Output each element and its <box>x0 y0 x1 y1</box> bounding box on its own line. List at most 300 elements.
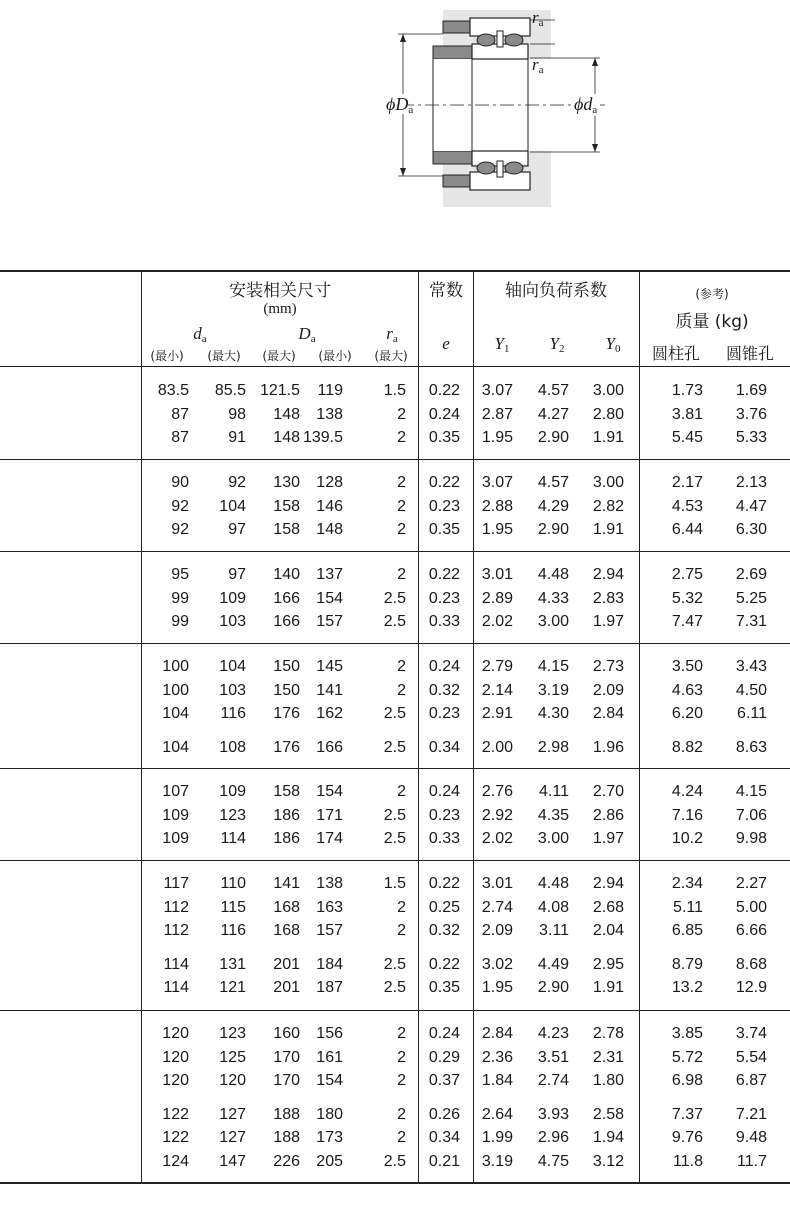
header-ra-sub: a <box>392 333 398 345</box>
header-mounting-unit: (mm) <box>263 301 297 317</box>
cell-Y0: 3.00 <box>592 382 624 399</box>
cell-Da-min: 137 <box>316 566 343 583</box>
cell-ra-max: 2 <box>397 681 406 699</box>
table-top-rule <box>0 270 790 272</box>
cell-e: 0.24 <box>428 1025 460 1042</box>
cell-Y2: 4.33 <box>537 589 569 607</box>
cell-mass-cyl: 6.20 <box>671 705 703 722</box>
cell-ra-max: 2.5 <box>383 705 406 722</box>
cell-mass-taper: 3.43 <box>735 658 767 675</box>
cell-ra-max: 2 <box>397 1025 406 1042</box>
cell-da-min: 124 <box>162 1152 189 1170</box>
cell-mass-cyl: 10.2 <box>671 830 703 847</box>
cell-Da-max: 141 <box>273 875 300 892</box>
cell-Y2: 2.96 <box>537 1129 569 1146</box>
cell-Da-min: 171 <box>316 806 343 824</box>
cell-ra-max: 2.5 <box>383 613 406 630</box>
cell-e: 0.24 <box>428 783 460 800</box>
cell-da-max: 98 <box>228 405 246 423</box>
header-Da-sub: a <box>310 333 316 345</box>
da-label <box>574 94 597 116</box>
cell-Da-min: 139.5 <box>302 429 343 446</box>
cell-da-max: 123 <box>219 1025 246 1042</box>
header-Y0-symbol: Y <box>605 334 615 353</box>
cell-da-max: 115 <box>220 898 246 916</box>
cell-ra-max: 2.5 <box>383 830 406 847</box>
cell-Y1: 2.89 <box>481 589 513 607</box>
cell-e: 0.32 <box>428 681 460 699</box>
cell-mass-cyl: 2.17 <box>671 474 703 491</box>
header-Y1 <box>495 335 510 358</box>
cell-mass-taper: 2.69 <box>735 566 767 583</box>
cell-e: 0.29 <box>428 1048 460 1066</box>
cell-Y1: 2.91 <box>481 705 513 722</box>
cell-Da-min: 180 <box>316 1105 343 1123</box>
cell-mass-cyl: 2.75 <box>671 566 703 583</box>
cell-ra-max: 2 <box>397 783 406 800</box>
header-cylindrical-bore: 圆柱孔 <box>651 344 701 363</box>
header-da-symbol: d <box>193 324 202 343</box>
cell-mass-taper: 3.76 <box>735 405 767 423</box>
cell-mass-cyl: 4.53 <box>671 497 703 515</box>
cell-Y1: 2.84 <box>481 1025 513 1042</box>
cell-Y2: 4.08 <box>537 898 569 916</box>
cell-mass-cyl: 6.98 <box>671 1072 703 1089</box>
header-tapered-bore: 圆锥孔 <box>725 344 775 363</box>
ra-top-label <box>532 8 544 29</box>
cell-mass-taper: 5.33 <box>735 429 767 446</box>
cell-Y1: 2.79 <box>481 658 513 675</box>
cell-e: 0.23 <box>428 806 460 824</box>
cell-e: 0.35 <box>428 429 460 446</box>
cell-da-max: 91 <box>228 429 246 446</box>
cell-Da-min: 148 <box>316 521 343 538</box>
cell-Y2: 2.98 <box>537 738 569 756</box>
cell-da-max: 131 <box>219 955 246 973</box>
cell-da-max: 121 <box>219 979 246 996</box>
ra-top-sub: a <box>538 17 544 29</box>
group-rule-4 <box>0 768 790 769</box>
cell-da-min: 122 <box>162 1129 189 1146</box>
cell-Y0: 1.96 <box>592 738 624 756</box>
da-symbol: d <box>583 94 593 114</box>
cell-Y0: 2.68 <box>592 898 624 916</box>
cell-mass-cyl: 1.73 <box>671 382 703 399</box>
cell-Y0: 2.84 <box>592 705 624 722</box>
cell-Da-min: 119 <box>317 382 343 399</box>
cell-Y2: 3.93 <box>537 1105 569 1123</box>
header-Y0-sub: 0 <box>614 343 621 355</box>
cell-Da-max: 168 <box>273 922 300 939</box>
cell-da-max: 103 <box>219 613 246 630</box>
cell-e: 0.22 <box>428 474 460 491</box>
cell-e: 0.33 <box>428 830 460 847</box>
da-sub: a <box>592 104 598 116</box>
cell-Y1: 2.09 <box>481 922 513 939</box>
cell-Da-max: 166 <box>273 589 300 607</box>
cell-ra-max: 1.5 <box>383 382 406 399</box>
header-Da-max: (最大) <box>262 349 296 363</box>
cell-Y1: 3.07 <box>481 382 513 399</box>
cell-mass-cyl: 5.11 <box>673 898 703 916</box>
cell-da-max: 114 <box>220 830 246 847</box>
cell-mass-cyl: 6.85 <box>671 922 703 939</box>
header-Da-symbol: D <box>298 324 311 343</box>
cell-Y2: 3.51 <box>537 1048 569 1066</box>
cell-Da-min: 138 <box>316 405 343 423</box>
cell-Y0: 3.00 <box>592 474 624 491</box>
cell-Da-min: 173 <box>316 1129 343 1146</box>
cell-ra-max: 2.5 <box>383 1152 406 1170</box>
cell-Y1: 2.14 <box>481 681 513 699</box>
cell-ra-max: 2 <box>397 405 406 423</box>
cell-da-min: 83.5 <box>157 382 189 399</box>
cell-mass-taper: 3.74 <box>735 1025 767 1042</box>
cell-Y2: 4.29 <box>537 497 569 515</box>
header-da <box>193 325 206 348</box>
cell-mass-taper: 5.54 <box>735 1048 767 1066</box>
cell-Da-max: 186 <box>273 830 300 847</box>
cell-Da-max: 148 <box>273 429 300 446</box>
cell-da-min: 87 <box>171 405 189 423</box>
cell-mass-taper: 9.98 <box>735 830 767 847</box>
cell-Y2: 4.27 <box>537 405 569 423</box>
cell-da-min: 99 <box>171 613 189 630</box>
header-axial-factors: 轴向负荷系数 <box>505 281 607 301</box>
cell-Y2: 4.49 <box>537 955 569 973</box>
cell-ra-max: 2 <box>397 497 406 515</box>
cell-da-max: 97 <box>228 521 246 538</box>
cell-mass-cyl: 5.45 <box>671 429 703 446</box>
cell-da-max: 104 <box>219 497 246 515</box>
cell-Da-min: 187 <box>316 979 343 996</box>
cell-mass-taper: 7.21 <box>735 1105 767 1123</box>
cell-mass-taper: 12.9 <box>735 979 767 996</box>
cell-ra-max: 2 <box>397 1048 406 1066</box>
cell-Da-max: 140 <box>273 566 300 583</box>
header-e: e <box>442 334 450 353</box>
header-Y2-symbol: Y <box>549 334 559 353</box>
cell-Y1: 1.84 <box>481 1072 513 1089</box>
cell-da-max: 104 <box>219 658 246 675</box>
cell-Y1: 2.88 <box>481 497 513 515</box>
cell-mass-taper: 5.00 <box>735 898 767 916</box>
cell-mass-cyl: 7.47 <box>671 613 703 630</box>
cell-Da-max: 130 <box>273 474 300 491</box>
header-ra <box>386 325 398 348</box>
cell-e: 0.26 <box>428 1105 460 1123</box>
cell-Y1: 1.95 <box>481 521 513 538</box>
cell-Y0: 2.78 <box>592 1025 624 1042</box>
cell-e: 0.32 <box>428 922 460 939</box>
cell-ra-max: 2 <box>397 1072 406 1089</box>
cell-mass-cyl: 7.16 <box>671 806 703 824</box>
cell-Y1: 2.74 <box>481 898 513 916</box>
cell-Y0: 1.91 <box>592 979 624 996</box>
cell-Y2: 4.48 <box>537 566 569 583</box>
cell-mass-cyl: 2.34 <box>671 875 703 892</box>
cell-ra-max: 2 <box>397 1129 406 1146</box>
cell-Da-min: 146 <box>316 497 343 515</box>
header-da-sub: a <box>201 333 207 345</box>
cell-Da-min: 138 <box>316 875 343 892</box>
cell-da-max: 127 <box>219 1105 246 1123</box>
cell-mass-cyl: 8.79 <box>671 955 703 973</box>
cell-Y0: 1.97 <box>592 830 624 847</box>
cell-Y0: 2.83 <box>592 589 624 607</box>
cell-Y2: 3.19 <box>537 681 569 699</box>
cell-Y2: 4.11 <box>539 783 569 800</box>
cell-e: 0.35 <box>428 521 460 538</box>
cell-Da-max: 160 <box>273 1025 300 1042</box>
group-rule-1 <box>0 459 790 460</box>
cell-e: 0.34 <box>428 738 460 756</box>
cell-Da-max: 158 <box>273 497 300 515</box>
cell-e: 0.35 <box>428 979 460 996</box>
header-Y0 <box>606 335 621 358</box>
cell-Da-max: 201 <box>273 979 300 996</box>
cell-mass-taper: 7.31 <box>735 613 767 630</box>
cell-Y0: 2.09 <box>592 681 624 699</box>
cell-da-max: 120 <box>219 1072 246 1089</box>
cell-Da-max: 158 <box>273 783 300 800</box>
cell-da-max: 125 <box>219 1048 246 1066</box>
cell-mass-cyl: 5.32 <box>671 589 703 607</box>
cell-Y2: 4.48 <box>537 875 569 892</box>
ra-mid-sub: a <box>538 64 544 76</box>
cell-Da-min: 154 <box>316 783 343 800</box>
header-ra-symbol: r <box>386 324 393 343</box>
cell-mass-taper: 1.69 <box>735 382 767 399</box>
cell-da-min: 114 <box>163 979 189 996</box>
cell-ra-max: 2 <box>397 898 406 916</box>
cell-Y0: 2.80 <box>592 405 624 423</box>
cell-Da-max: 226 <box>273 1152 300 1170</box>
cell-da-max: 123 <box>219 806 246 824</box>
cell-Da-min: 157 <box>316 922 343 939</box>
cell-mass-cyl: 3.81 <box>671 405 703 423</box>
cell-Y0: 2.04 <box>592 922 624 939</box>
cell-ra-max: 2.5 <box>383 589 406 607</box>
cell-Y1: 3.19 <box>481 1152 513 1170</box>
cell-Da-min: 162 <box>316 705 343 722</box>
header-constant: 常数 <box>429 281 463 301</box>
cell-Y0: 2.31 <box>592 1048 624 1066</box>
cell-Da-max: 168 <box>273 898 300 916</box>
cell-Y0: 2.94 <box>592 566 624 583</box>
cell-Y0: 2.95 <box>592 955 624 973</box>
cell-e: 0.22 <box>428 875 460 892</box>
cell-da-min: 120 <box>162 1072 189 1089</box>
cell-Da-min: 154 <box>316 1072 343 1089</box>
cell-Y2: 4.30 <box>537 705 569 722</box>
cell-ra-max: 2.5 <box>383 738 406 756</box>
cell-mass-cyl: 7.37 <box>671 1105 703 1123</box>
cell-Da-max: 150 <box>273 681 300 699</box>
cell-da-min: 92 <box>171 521 189 538</box>
Da-label <box>386 94 413 116</box>
cell-da-min: 112 <box>163 898 189 916</box>
cell-da-max: 108 <box>219 738 246 756</box>
cell-da-min: 117 <box>163 875 189 892</box>
cell-ra-max: 2.5 <box>383 806 406 824</box>
cell-Y0: 3.12 <box>592 1152 624 1170</box>
cell-mass-cyl: 13.2 <box>671 979 703 996</box>
cell-Y2: 2.90 <box>537 979 569 996</box>
cell-mass-cyl: 11.8 <box>673 1152 703 1170</box>
ra-mid-symbol: r <box>532 55 539 74</box>
cell-Da-max: 121.5 <box>259 382 300 399</box>
cell-Y1: 2.36 <box>481 1048 513 1066</box>
header-Y1-symbol: Y <box>494 334 504 353</box>
cell-Y2: 3.00 <box>537 830 569 847</box>
cell-mass-taper: 6.87 <box>735 1072 767 1089</box>
cell-Da-min: 128 <box>316 474 343 491</box>
header-Da-min: (最小) <box>318 349 352 363</box>
cell-ra-max: 2 <box>397 429 406 446</box>
cell-Y0: 1.91 <box>592 429 624 446</box>
cell-Y0: 1.91 <box>592 521 624 538</box>
cell-ra-max: 2.5 <box>383 979 406 996</box>
cell-e: 0.23 <box>428 705 460 722</box>
cell-Y2: 4.75 <box>537 1152 569 1170</box>
cell-Y1: 2.76 <box>481 783 513 800</box>
cell-Y0: 2.86 <box>592 806 624 824</box>
cell-Y1: 2.87 <box>481 405 513 423</box>
cell-Da-max: 148 <box>273 405 300 423</box>
cell-da-max: 116 <box>220 705 246 722</box>
cell-da-min: 122 <box>162 1105 189 1123</box>
header-da-min: (最小) <box>150 349 184 363</box>
cell-Da-min: 154 <box>316 589 343 607</box>
cell-Y0: 2.73 <box>592 658 624 675</box>
cell-ra-max: 2 <box>397 521 406 538</box>
header-mass: 质量 (kg) <box>675 312 749 332</box>
cell-Y0: 1.97 <box>592 613 624 630</box>
cell-mass-cyl: 4.24 <box>671 783 703 800</box>
cell-da-min: 99 <box>171 589 189 607</box>
cell-e: 0.24 <box>428 405 460 423</box>
cell-da-max: 109 <box>219 783 246 800</box>
col-rule-b <box>418 270 419 1184</box>
cell-Y1: 3.02 <box>481 955 513 973</box>
ra-mid-label <box>532 55 544 76</box>
col-rule-d <box>639 270 640 1184</box>
cell-Y2: 4.35 <box>537 806 569 824</box>
cell-Da-min: 174 <box>316 830 343 847</box>
cell-mass-cyl: 4.63 <box>671 681 703 699</box>
cell-mass-taper: 4.47 <box>735 497 767 515</box>
cell-da-max: 97 <box>228 566 246 583</box>
bearing-mounting-diagram <box>0 0 790 260</box>
da-phi: ϕ <box>574 94 584 114</box>
group-rule-2 <box>0 551 790 552</box>
cell-ra-max: 1.5 <box>383 875 406 892</box>
shaft-shoulder-top <box>433 46 472 59</box>
cell-Y2: 4.23 <box>537 1025 569 1042</box>
shaft-shoulder-bottom <box>433 151 472 164</box>
cell-da-min: 120 <box>162 1025 189 1042</box>
col-rule-c <box>473 270 474 1184</box>
cell-e: 0.24 <box>428 658 460 675</box>
header-Da <box>298 325 315 348</box>
cell-Y1: 1.95 <box>481 429 513 446</box>
cell-da-min: 114 <box>163 955 189 973</box>
cell-mass-cyl: 5.72 <box>671 1048 703 1066</box>
cell-Y1: 2.00 <box>481 738 513 756</box>
housing-shoulder-top <box>443 21 470 33</box>
cell-Y1: 2.92 <box>481 806 513 824</box>
cell-mass-cyl: 9.76 <box>671 1129 703 1146</box>
Da-sub: a <box>408 104 414 116</box>
cell-da-max: 92 <box>228 474 246 491</box>
cell-Da-min: 141 <box>316 681 343 699</box>
header-ra-max: (最大) <box>374 349 408 363</box>
cell-Y2: 4.15 <box>537 658 569 675</box>
cell-da-min: 95 <box>171 566 189 583</box>
cell-Da-min: 161 <box>316 1048 343 1066</box>
cell-mass-taper: 9.48 <box>735 1129 767 1146</box>
cell-Y0: 2.58 <box>592 1105 624 1123</box>
cell-Da-min: 156 <box>316 1025 343 1042</box>
cell-ra-max: 2 <box>397 474 406 491</box>
cell-Y1: 1.95 <box>481 979 513 996</box>
cell-da-min: 100 <box>162 658 189 675</box>
header-bottom-rule <box>0 366 790 367</box>
cell-da-min: 104 <box>162 705 189 722</box>
cell-mass-taper: 8.68 <box>735 955 767 973</box>
cell-Da-max: 150 <box>273 658 300 675</box>
cell-ra-max: 2.5 <box>383 955 406 973</box>
cell-da-min: 107 <box>162 783 189 800</box>
cell-mass-taper: 6.11 <box>737 705 767 722</box>
cell-Da-max: 188 <box>273 1129 300 1146</box>
header-mounting-dims: 安装相关尺寸 <box>229 281 331 301</box>
group-rule-5 <box>0 860 790 861</box>
cell-e: 0.37 <box>428 1072 460 1089</box>
cell-Da-max: 188 <box>273 1105 300 1123</box>
cell-e: 0.23 <box>428 497 460 515</box>
cell-Y2: 2.90 <box>537 429 569 446</box>
cell-mass-taper: 2.27 <box>735 875 767 892</box>
header-da-max: (最大) <box>207 349 241 363</box>
cell-da-min: 92 <box>171 497 189 515</box>
cell-mass-cyl: 8.82 <box>671 738 703 756</box>
cell-Y0: 2.94 <box>592 875 624 892</box>
cell-Da-max: 186 <box>273 806 300 824</box>
header-reference: (参考) <box>695 287 729 301</box>
cell-da-min: 109 <box>162 806 189 824</box>
cell-e: 0.22 <box>428 382 460 399</box>
col-rule-a <box>141 270 142 1184</box>
cell-Da-min: 166 <box>316 738 343 756</box>
cell-e: 0.22 <box>428 566 460 583</box>
cell-Da-min: 205 <box>316 1152 343 1170</box>
Da-phi: ϕ <box>386 94 396 114</box>
cell-ra-max: 2 <box>397 1105 406 1123</box>
cell-mass-taper: 8.63 <box>735 738 767 756</box>
cell-Y2: 3.00 <box>537 613 569 630</box>
cell-da-min: 120 <box>162 1048 189 1066</box>
cell-mass-taper: 2.13 <box>735 474 767 491</box>
cell-mass-cyl: 3.50 <box>671 658 703 675</box>
cell-Y2: 2.74 <box>537 1072 569 1089</box>
cell-Da-min: 163 <box>316 898 343 916</box>
cell-Y1: 3.07 <box>481 474 513 491</box>
table-bottom-rule <box>0 1182 790 1184</box>
cell-e: 0.34 <box>428 1129 460 1146</box>
cell-Y1: 1.99 <box>481 1129 513 1146</box>
